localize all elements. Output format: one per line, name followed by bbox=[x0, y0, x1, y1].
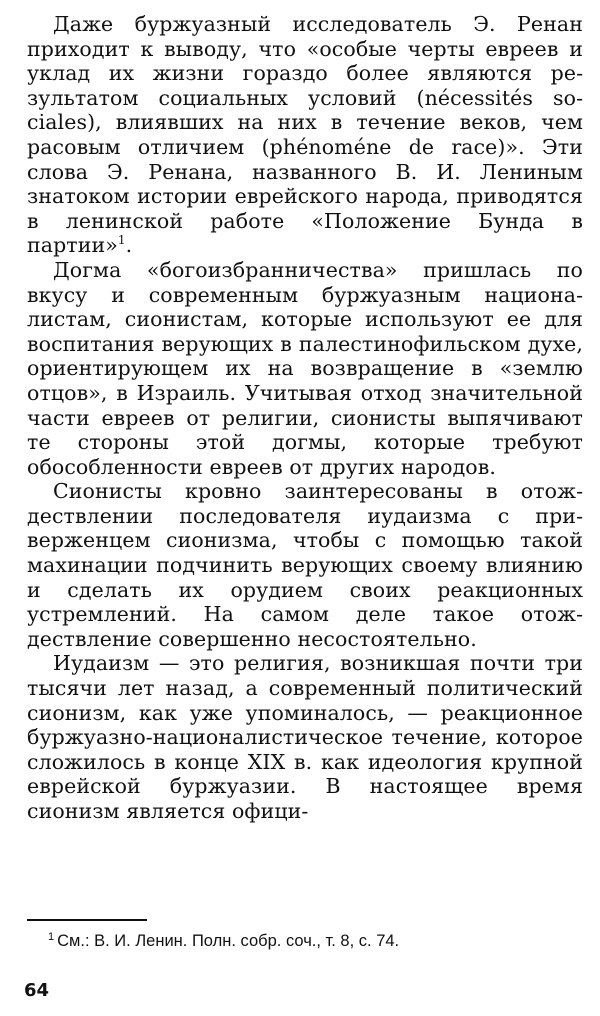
paragraph-2 bbox=[27, 258, 583, 479]
footnote-text: См.: В. И. Ленин. Полн. собр. соч., т. 8, с. 74. bbox=[57, 932, 400, 950]
page-number: 64 bbox=[24, 980, 50, 1001]
footnote bbox=[48, 931, 568, 951]
paragraph-4-text: Иудаизм — это религия, возникшая почти три тысячи лет назад, а современный политический сионизм, как уже упоминалось, — реакционное буржуазно-националистическое течение, которое сложилось в конце XIX в. как идеология крупной еврейской буржуазии. В настоящее время сионизм является офици- bbox=[27, 651, 583, 823]
page-body bbox=[27, 12, 583, 824]
footnote-divider bbox=[27, 919, 147, 921]
paragraph-1-tail: . bbox=[125, 233, 133, 258]
paragraph-3-text: Сионисты кровно заинтересованы в отождествлении последователя иудаизма с приверженцем сионизма, чтобы с помощью такой махинации подчинить верующих своему влиянию и сделать их орудием своих реакционных устремлений. На самом деле такое отождествление совершенно несостоятельно. bbox=[27, 479, 583, 651]
footnote-marker: 1 bbox=[48, 930, 55, 943]
paragraph-2-text: Догма «богоизбранничества» пришлась по вкусу и современным буржуазным националистам, сионистам, которые используют ее для воспитания верующих в палестинофильском духе, ориентирующем их на возвращение в «землю отцов», в Израиль. Учитывая отход значительной части евреев от религии, сионисты выпячивают те стороны этой догмы, которые требуют обособленности евреев от других народов. bbox=[27, 257, 583, 479]
paragraph-4 bbox=[27, 651, 583, 823]
paragraph-1 bbox=[27, 12, 583, 258]
paragraph-1-text: Даже буржуазный исследователь Э. Ренан приходит к выводу, что «особые черты евреев и уклад их жизни гораздо более являются результатом социальных условий (nécessités sociales), влиявших на них в течение веков, чем расовым отличием (phénoméne de race)». Эти слова Э. Ренана, названного В. И. Лениным знатоком истории еврейского народа, приводятся в ленинской работе «Положение Бунда в партии» bbox=[27, 12, 583, 258]
paragraph-3 bbox=[27, 479, 583, 651]
footnote-reference: 1 bbox=[117, 233, 126, 248]
